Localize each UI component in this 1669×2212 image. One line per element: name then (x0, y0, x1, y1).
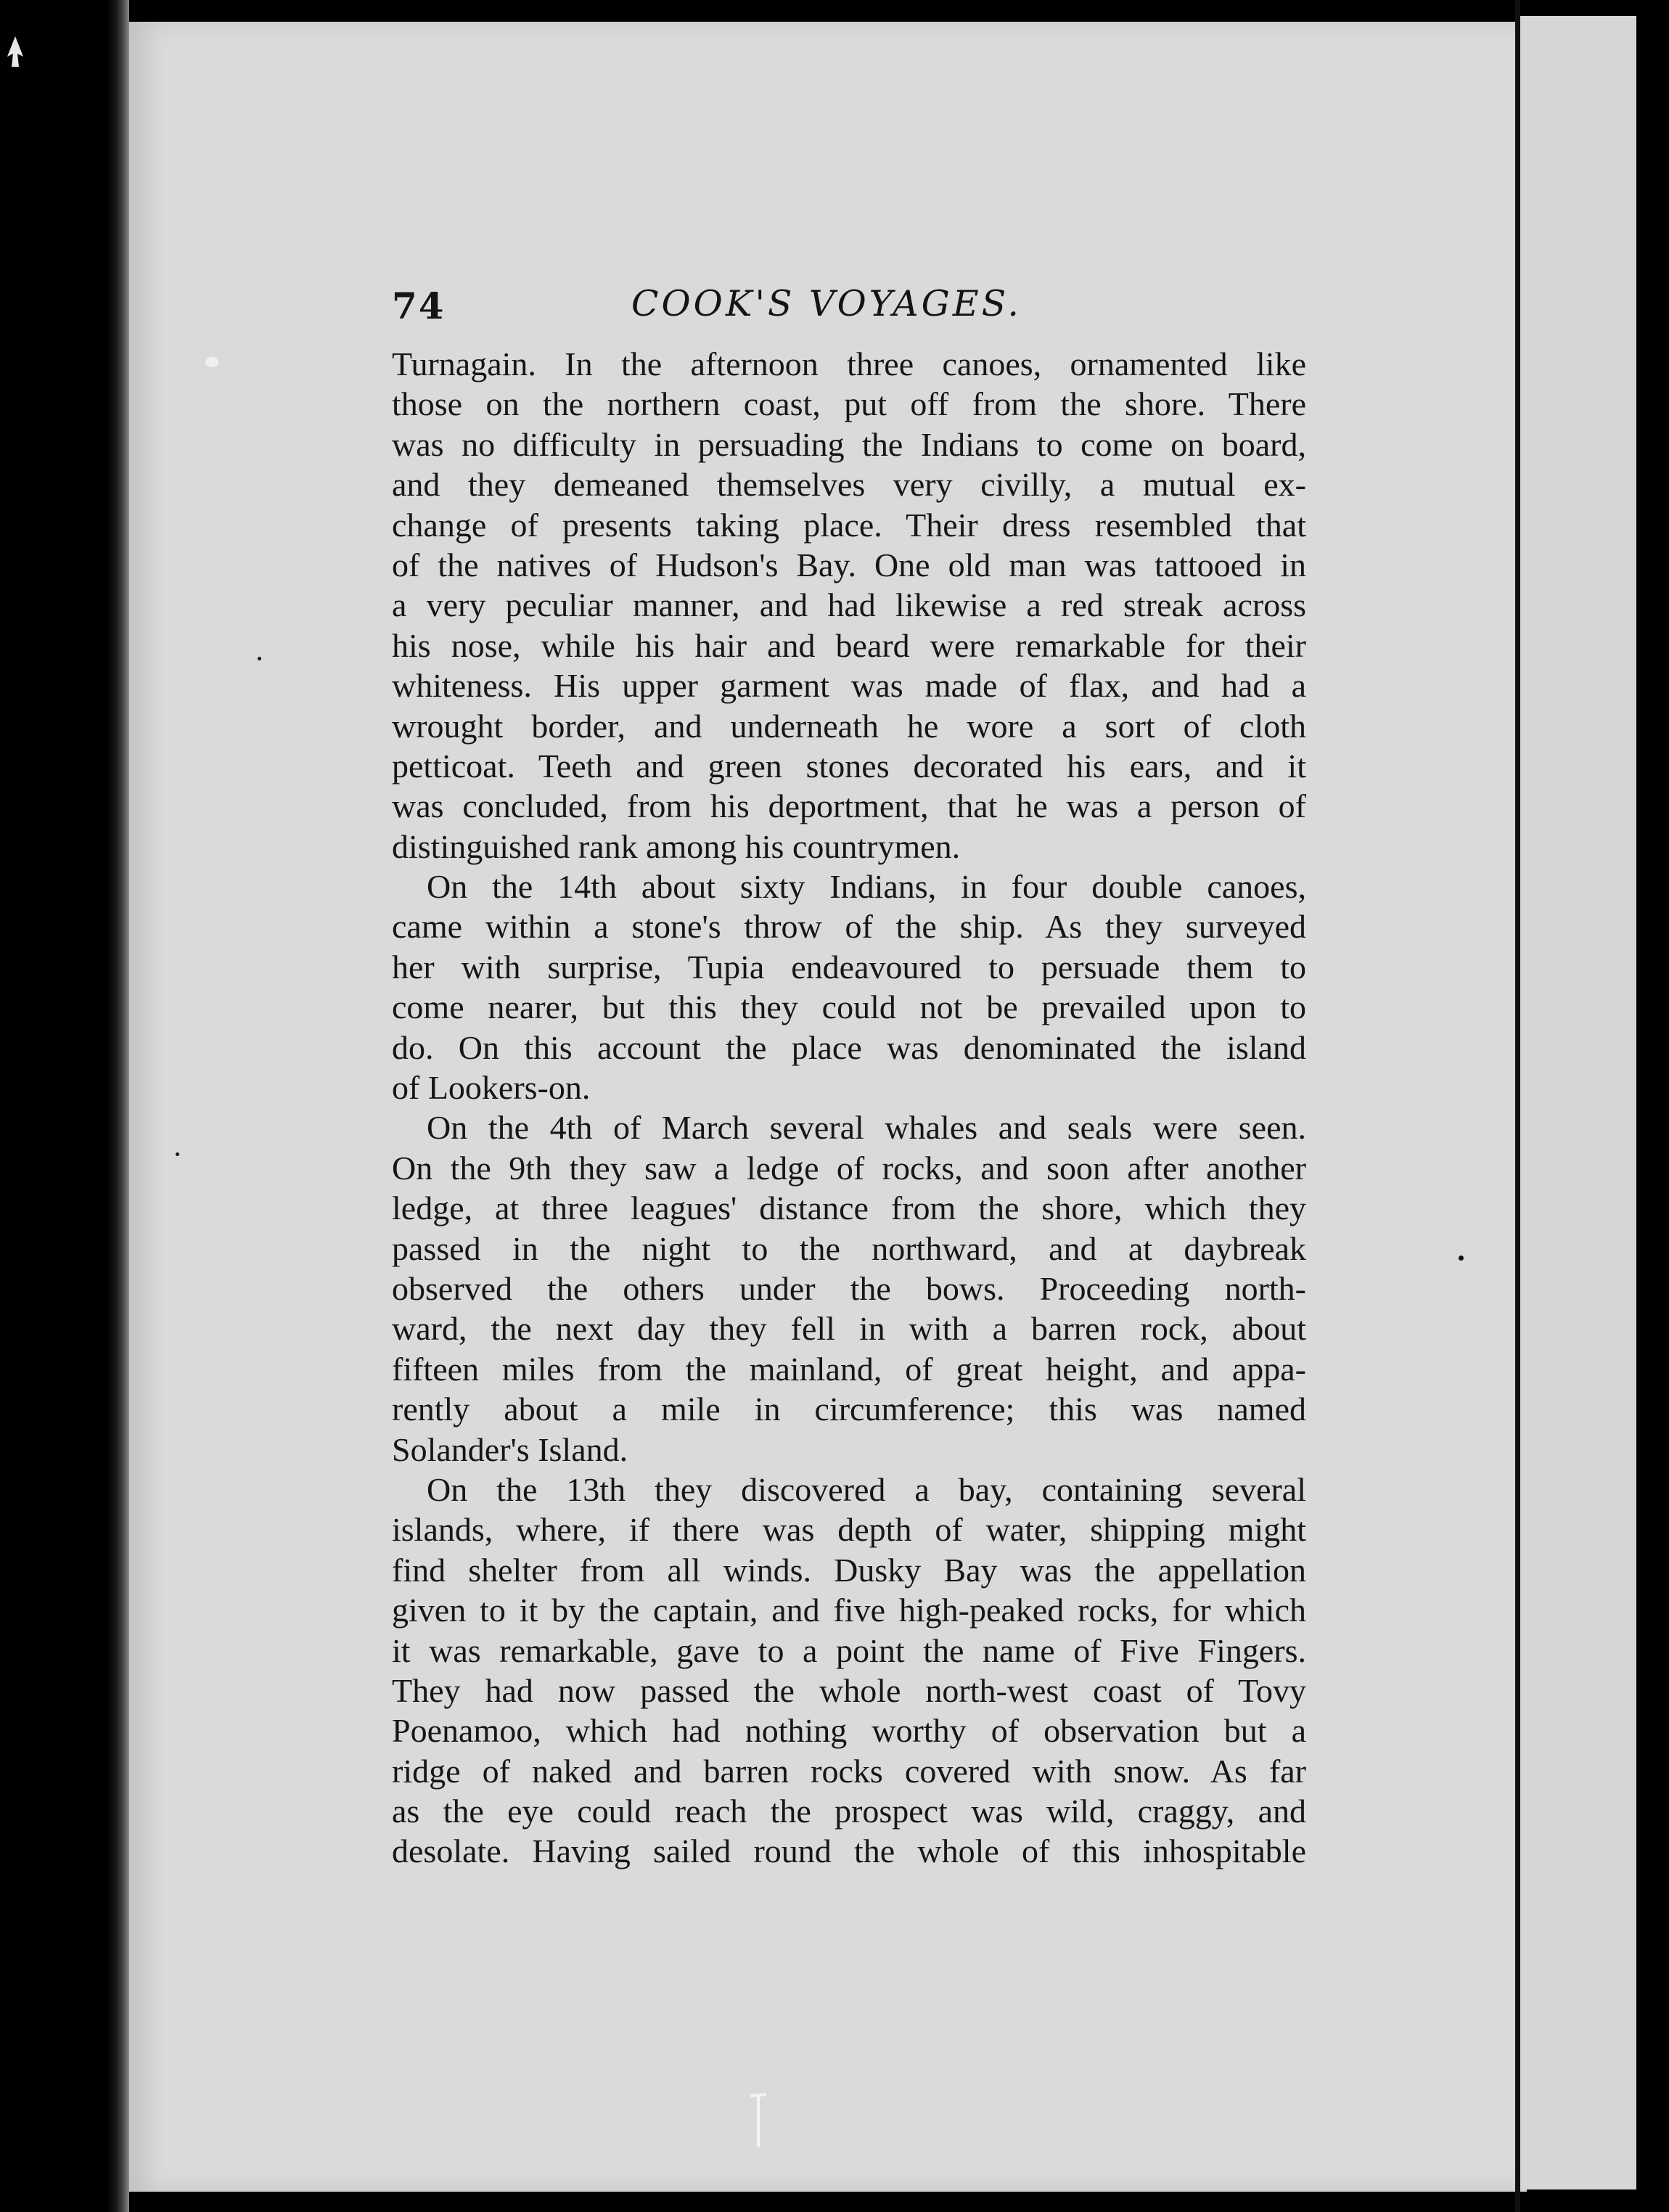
text-line: ledge, at three leagues' distance from the shore, which they (392, 1189, 1306, 1227)
scan-border (1636, 0, 1669, 2212)
page-gutter (1515, 0, 1520, 2212)
text-line: come nearer, but this they could not be prevailed upon to (392, 988, 1306, 1026)
text-line: They had now passed the whole north-west coast of Tovy (392, 1671, 1306, 1709)
text-line: was no difficulty in persuading the Indians to come on board, (392, 425, 1306, 463)
text-line: came within a stone's throw of the ship. As they surveyed (392, 908, 1306, 946)
text-line: was concluded, from his deportment, that he was a person of (392, 787, 1306, 825)
text-line: wrought border, and underneath he wore a sort of cloth (392, 707, 1306, 745)
ink-speck (205, 357, 218, 367)
ink-speck (1459, 1255, 1464, 1261)
text-line: find shelter from all winds. Dusky Bay was the appellation (392, 1551, 1306, 1589)
text-line: On the 4th of March several whales and seals were seen. (427, 1109, 1306, 1147)
text-line: desolate. Having sailed round the whole of this inhospitable (392, 1832, 1306, 1870)
text-line: ridge of naked and barren rocks covered with snow. As far (392, 1752, 1306, 1790)
text-line: fifteen miles from the mainland, of great height, and appa- (392, 1350, 1306, 1388)
text-line: petticoat. Teeth and green stones decorated his ears, and it (392, 747, 1306, 785)
text-line: islands, where, if there was depth of water, shipping might (392, 1511, 1306, 1549)
paragraph (392, 1470, 1306, 1872)
text-line: as the eye could reach the prospect was wild, craggy, and (392, 1793, 1306, 1830)
paragraph (392, 867, 1306, 1107)
text-line: a very peculiar manner, and had likewise a red streak across (392, 586, 1306, 624)
text-line: ward, the next day they fell in with a barren rock, about (392, 1310, 1306, 1348)
text-line: his nose, while his hair and beard were remarkable for their (392, 626, 1306, 664)
text-line: those on the northern coast, put off from the shore. There (392, 385, 1306, 423)
scan-artifact-icon (6, 35, 25, 68)
paragraph (392, 344, 1306, 867)
body-text (392, 344, 1306, 1872)
text-line: of Lookers-on. (392, 1069, 591, 1107)
binding-shadow (107, 0, 129, 2212)
text-line: rently about a mile in circumference; this was named (392, 1390, 1306, 1428)
text-line: and they demeaned themselves very civilly, a mutual ex- (392, 466, 1306, 504)
ink-speck (176, 1152, 179, 1156)
text-line: of the natives of Hudson's Bay. One old man was tattooed in (392, 546, 1306, 583)
text-line: given to it by the captain, and five high-peaked rocks, for which (392, 1592, 1306, 1629)
paragraph (392, 1107, 1306, 1470)
text-line: On the 9th they saw a ledge of rocks, and soon after another (392, 1149, 1306, 1187)
text-line: Solander's Island. (392, 1430, 628, 1468)
page-header (392, 283, 1306, 334)
text-line: whiteness. His upper garment was made of flax, and had a (392, 667, 1306, 705)
text-line: do. On this account the place was denominated the island (392, 1028, 1306, 1066)
text-line: observed the others under the bows. Proceeding north- (392, 1269, 1306, 1307)
text-line: her with surprise, Tupia endeavoured to persuade them to (392, 948, 1306, 986)
text-line: Turnagain. In the afternoon three canoes, ornamented like (392, 345, 1306, 382)
text-line: On the 13th they discovered a bay, containing several (427, 1470, 1306, 1508)
text-line: passed in the night to the northward, and at daybreak (392, 1229, 1306, 1267)
text-line: distinguished rank among his countrymen. (392, 827, 961, 865)
text-line: change of presents taking place. Their dress resembled that (392, 506, 1306, 544)
facing-page-edge (1520, 16, 1636, 2190)
text-line: Poenamoo, which had nothing worthy of observation but a (392, 1712, 1306, 1750)
text-line: it was remarkable, gave to a point the name of Five Fingers. (392, 1631, 1306, 1669)
running-title: COOK'S VOYAGES. (631, 283, 1022, 324)
text-line: On the 14th about sixty Indians, in four double canoes, (427, 868, 1306, 906)
ink-speck (258, 657, 261, 660)
paper-flaw-icon (747, 2090, 769, 2148)
page-number: 74 (392, 284, 446, 327)
